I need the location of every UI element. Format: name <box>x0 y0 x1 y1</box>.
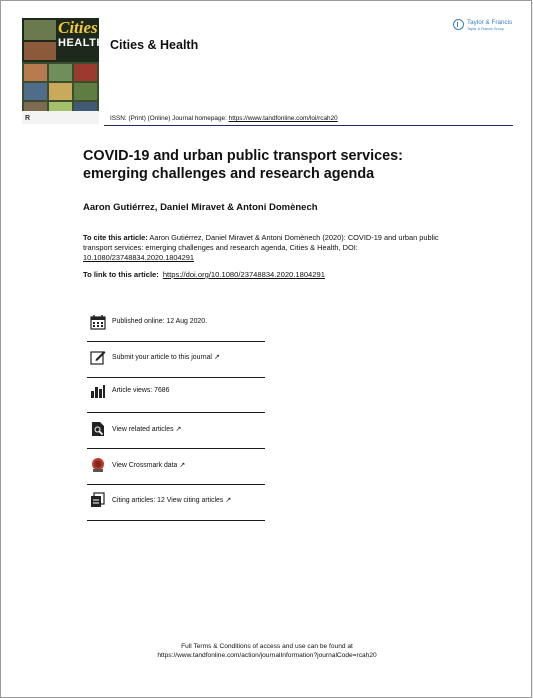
row-divider <box>87 448 265 449</box>
journal-homepage-link[interactable]: https://www.tandfonline.com/loi/rcah20 <box>228 115 338 122</box>
crossmark-row[interactable] <box>87 451 265 481</box>
cover-photo <box>24 20 56 40</box>
citing-articles-text: Citing articles: 12 View citing articles <box>112 497 224 504</box>
journal-cover-image[interactable] <box>22 18 105 124</box>
citation-doi-link[interactable]: 10.1080/23748834.2020.1804291 <box>83 253 194 262</box>
cover-photo <box>74 64 97 81</box>
external-link-icon: ↗ <box>225 497 232 504</box>
article-authors: Aaron Gutiérrez, Daniel Miravet & Antoni Domènech <box>83 202 318 213</box>
article-views-row <box>87 377 265 407</box>
published-online-row <box>87 308 265 338</box>
article-doi-link[interactable]: https://doi.org/10.1080/23748834.2020.1804291 <box>162 270 325 279</box>
crossmark-text: View Crossmark data <box>112 462 178 469</box>
published-online-text: Published online: 12 Aug 2020. <box>112 318 208 325</box>
publisher-logo[interactable] <box>453 18 513 36</box>
cover-photo <box>49 83 72 100</box>
issn-line <box>110 115 338 122</box>
footer-terms-link[interactable]: https://www.tandfonline.com/action/journalInformation?journalCode=rcah20 <box>157 652 377 659</box>
row-divider <box>87 341 265 342</box>
bar-chart-icon <box>90 383 106 399</box>
submit-article-label <box>112 353 220 361</box>
publisher-tagline: Taylor & Francis Group <box>467 27 504 31</box>
crossmark-icon <box>90 457 106 473</box>
related-articles-label <box>112 425 181 433</box>
article-title: COVID-19 and urban public transport services: emerging challenges and research agenda <box>83 148 403 182</box>
cover-photo <box>24 42 56 60</box>
routledge-logo: R <box>25 115 31 122</box>
row-divider <box>87 484 265 485</box>
citation-label: To cite this article: <box>83 233 148 242</box>
external-link-icon: ↗ <box>175 426 182 433</box>
submit-article-row[interactable] <box>87 343 265 373</box>
cover-photo <box>49 64 72 81</box>
submit-article-text: Submit your article to this journal <box>112 354 212 361</box>
external-link-icon: ↗ <box>213 354 220 361</box>
cover-photo <box>74 83 97 100</box>
citing-articles-row[interactable] <box>87 486 265 516</box>
citation-block <box>83 233 451 263</box>
cover-subtitle: HEALTH <box>58 37 105 49</box>
cover-footer <box>22 111 99 124</box>
article-link-label: To link to this article: <box>83 270 159 279</box>
row-divider <box>87 520 265 521</box>
related-articles-row[interactable] <box>87 415 265 445</box>
footer-terms-text: Full Terms & Conditions of access and use can be found at <box>181 643 353 650</box>
related-articles-text: View related articles <box>112 426 174 433</box>
citing-articles-label <box>112 496 231 504</box>
calendar-icon <box>90 314 106 330</box>
external-link-icon: ↗ <box>179 462 186 469</box>
citation-text: Aaron Gutiérrez, Daniel Miravet & Antoni Domènech (2020): COVID-19 and urban public transport services: emerging challenges and research agenda, Cities & Health, DOI: <box>83 233 439 252</box>
article-link-line <box>83 270 325 279</box>
edit-icon <box>90 349 106 365</box>
crossmark-label <box>112 461 185 469</box>
cover-photo <box>24 64 47 81</box>
journal-title: Cities & Health <box>110 38 199 52</box>
cover-photo <box>24 83 47 100</box>
article-views-text: Article views: 7686 <box>112 387 170 394</box>
taylor-francis-icon <box>453 19 464 30</box>
row-divider <box>87 412 265 413</box>
issn-text: ISSN: (Print) (Online) Journal homepage: <box>110 115 229 122</box>
copy-documents-icon <box>90 492 106 508</box>
header-divider <box>104 125 513 126</box>
cover-title: Cities <box>58 18 98 37</box>
magnifier-document-icon <box>90 421 106 437</box>
publisher-name: Taylor & Francis <box>467 19 513 26</box>
